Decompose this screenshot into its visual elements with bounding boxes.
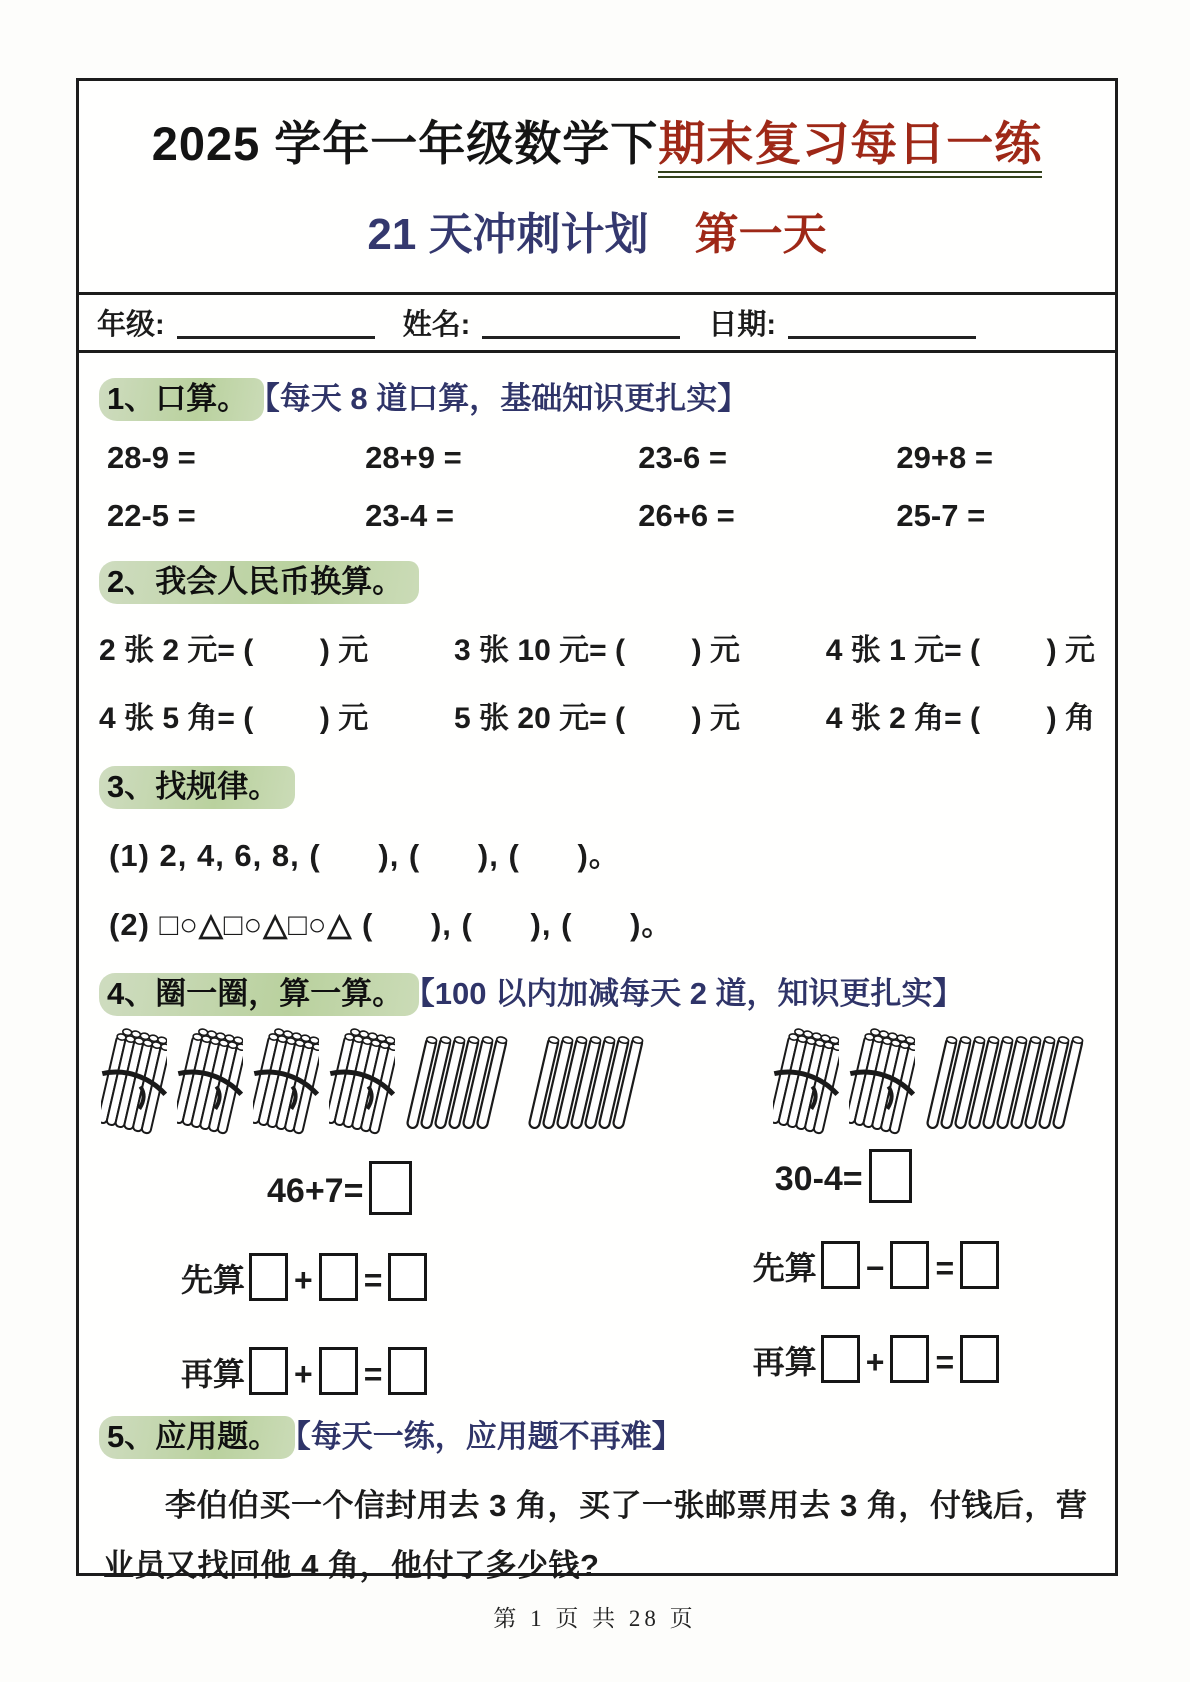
subtitle-plan: 21 天冲刺计划	[367, 210, 649, 259]
answer-box	[869, 1149, 912, 1203]
equals-sign: =	[363, 1262, 383, 1298]
calc-grid	[99, 1141, 1095, 1395]
first-step-left	[181, 1253, 657, 1301]
sticks-illustration-left	[101, 1025, 653, 1141]
section-5-heading	[99, 1411, 1095, 1456]
oral-problem: 29+8 =	[896, 440, 993, 475]
section-1-note: 【每天 8 道口算，基础知识更扎实】	[264, 381, 749, 416]
answer-box	[388, 1253, 427, 1301]
worksheet-frame	[76, 78, 1118, 1584]
equation-right	[775, 1149, 1095, 1203]
money-item: 3 张 10 元= ( ) 元	[454, 634, 740, 667]
operator: +	[294, 1262, 313, 1298]
date-blank-line	[788, 306, 976, 339]
title-line-1	[79, 107, 1115, 174]
worksheet-content	[79, 353, 1115, 1597]
grade-label: 年级:	[97, 309, 165, 341]
answer-box	[821, 1335, 860, 1383]
answer-box	[319, 1347, 358, 1395]
title-red: 期末复习每日一练	[658, 117, 1042, 178]
answer-box	[890, 1241, 929, 1289]
answer-box	[960, 1241, 999, 1289]
step-label: 先算	[181, 1262, 246, 1298]
section-2-heading	[99, 556, 1095, 601]
oral-problem: 28-9 =	[107, 440, 196, 475]
name-label: 姓名:	[402, 309, 471, 341]
oral-problem: 23-4 =	[365, 498, 454, 533]
calc-left	[99, 1141, 657, 1395]
answer-box	[960, 1335, 999, 1383]
answer-box	[890, 1335, 929, 1383]
page-footer: 第 1 页 共 28 页	[493, 1606, 697, 1631]
answer-box	[249, 1253, 288, 1301]
subtitle-day: 第一天	[694, 210, 827, 259]
answer-box	[319, 1253, 358, 1301]
sticks-illustration-right	[773, 1025, 1093, 1141]
operator: +	[294, 1356, 313, 1392]
second-step-right	[753, 1335, 1095, 1383]
oral-problem: 28+9 =	[365, 440, 462, 475]
section-1-title: 1、口算。	[99, 378, 264, 421]
first-step-right	[753, 1241, 1095, 1289]
section-5-title: 5、应用题。	[99, 1416, 295, 1459]
oral-math-row-2	[99, 498, 1095, 534]
money-item: 4 张 5 角= ( ) 元	[99, 702, 369, 735]
title-line-2	[79, 198, 1115, 262]
section-2-title: 2、我会人民币换算。	[99, 561, 419, 604]
pattern-item-1: (1) 2, 4, 6, 8, ( ), ( ), ( )。	[109, 838, 621, 873]
section-4-heading	[99, 968, 1095, 1013]
section-3-title: 3、找规律。	[99, 766, 295, 809]
answer-box	[249, 1347, 288, 1395]
operator: +	[865, 1344, 885, 1380]
title-black: 2025 学年一年级数学下	[151, 117, 659, 170]
operator: −	[865, 1250, 885, 1286]
section-1-heading	[99, 373, 1095, 418]
section-3-heading	[99, 761, 1095, 806]
oral-problem: 26+6 =	[638, 498, 735, 533]
money-row-2	[99, 693, 1095, 737]
info-bar	[79, 295, 1115, 353]
equals-sign: =	[363, 1356, 383, 1392]
equation-text: 30-4=	[774, 1160, 863, 1198]
answer-box	[388, 1347, 427, 1395]
section-5-note: 【每天一练，应用题不再难】	[295, 1419, 683, 1454]
oral-problem: 22-5 =	[107, 498, 196, 533]
answer-box	[369, 1161, 412, 1215]
sticks-area	[99, 1025, 1095, 1141]
oral-problem: 23-6 =	[638, 440, 727, 475]
equation-text: 46+7=	[267, 1172, 364, 1210]
money-item: 4 张 1 元= ( ) 元	[825, 634, 1095, 667]
second-step-left	[181, 1347, 657, 1395]
step-label: 再算	[181, 1356, 246, 1392]
money-item: 2 张 2 元= ( ) 元	[99, 634, 369, 667]
money-item: 4 张 2 角= ( ) 角	[825, 702, 1095, 735]
header	[79, 81, 1115, 295]
pattern-item-2: (2) □○△□○△□○△ ( ), ( ), ( )。	[109, 907, 674, 942]
equation-left	[267, 1161, 657, 1215]
equals-sign: =	[935, 1250, 955, 1286]
grade-blank-line	[177, 306, 375, 339]
oral-math-row-1	[99, 440, 1095, 476]
oral-problem: 25-7 =	[896, 498, 986, 533]
calc-right	[657, 1141, 1095, 1395]
step-label: 先算	[752, 1250, 817, 1286]
equals-sign: =	[935, 1344, 955, 1380]
step-label: 再算	[752, 1344, 817, 1380]
name-blank-line	[482, 306, 680, 339]
money-item: 5 张 20 元= ( ) 元	[454, 702, 740, 735]
section-4-note: 【100 以内加减每天 2 道，知识更扎实】	[419, 976, 964, 1011]
money-row-1	[99, 625, 1095, 669]
word-problem: 李伯伯买一个信封用去 3 角，买了一张邮票用去 3 角，付钱后，营业员又找回他 4 角，他付了多少钱?	[103, 1488, 1088, 1584]
answer-box	[821, 1241, 860, 1289]
date-label: 日期:	[708, 309, 777, 341]
section-4-title: 4、圈一圈，算一算。	[99, 973, 419, 1016]
